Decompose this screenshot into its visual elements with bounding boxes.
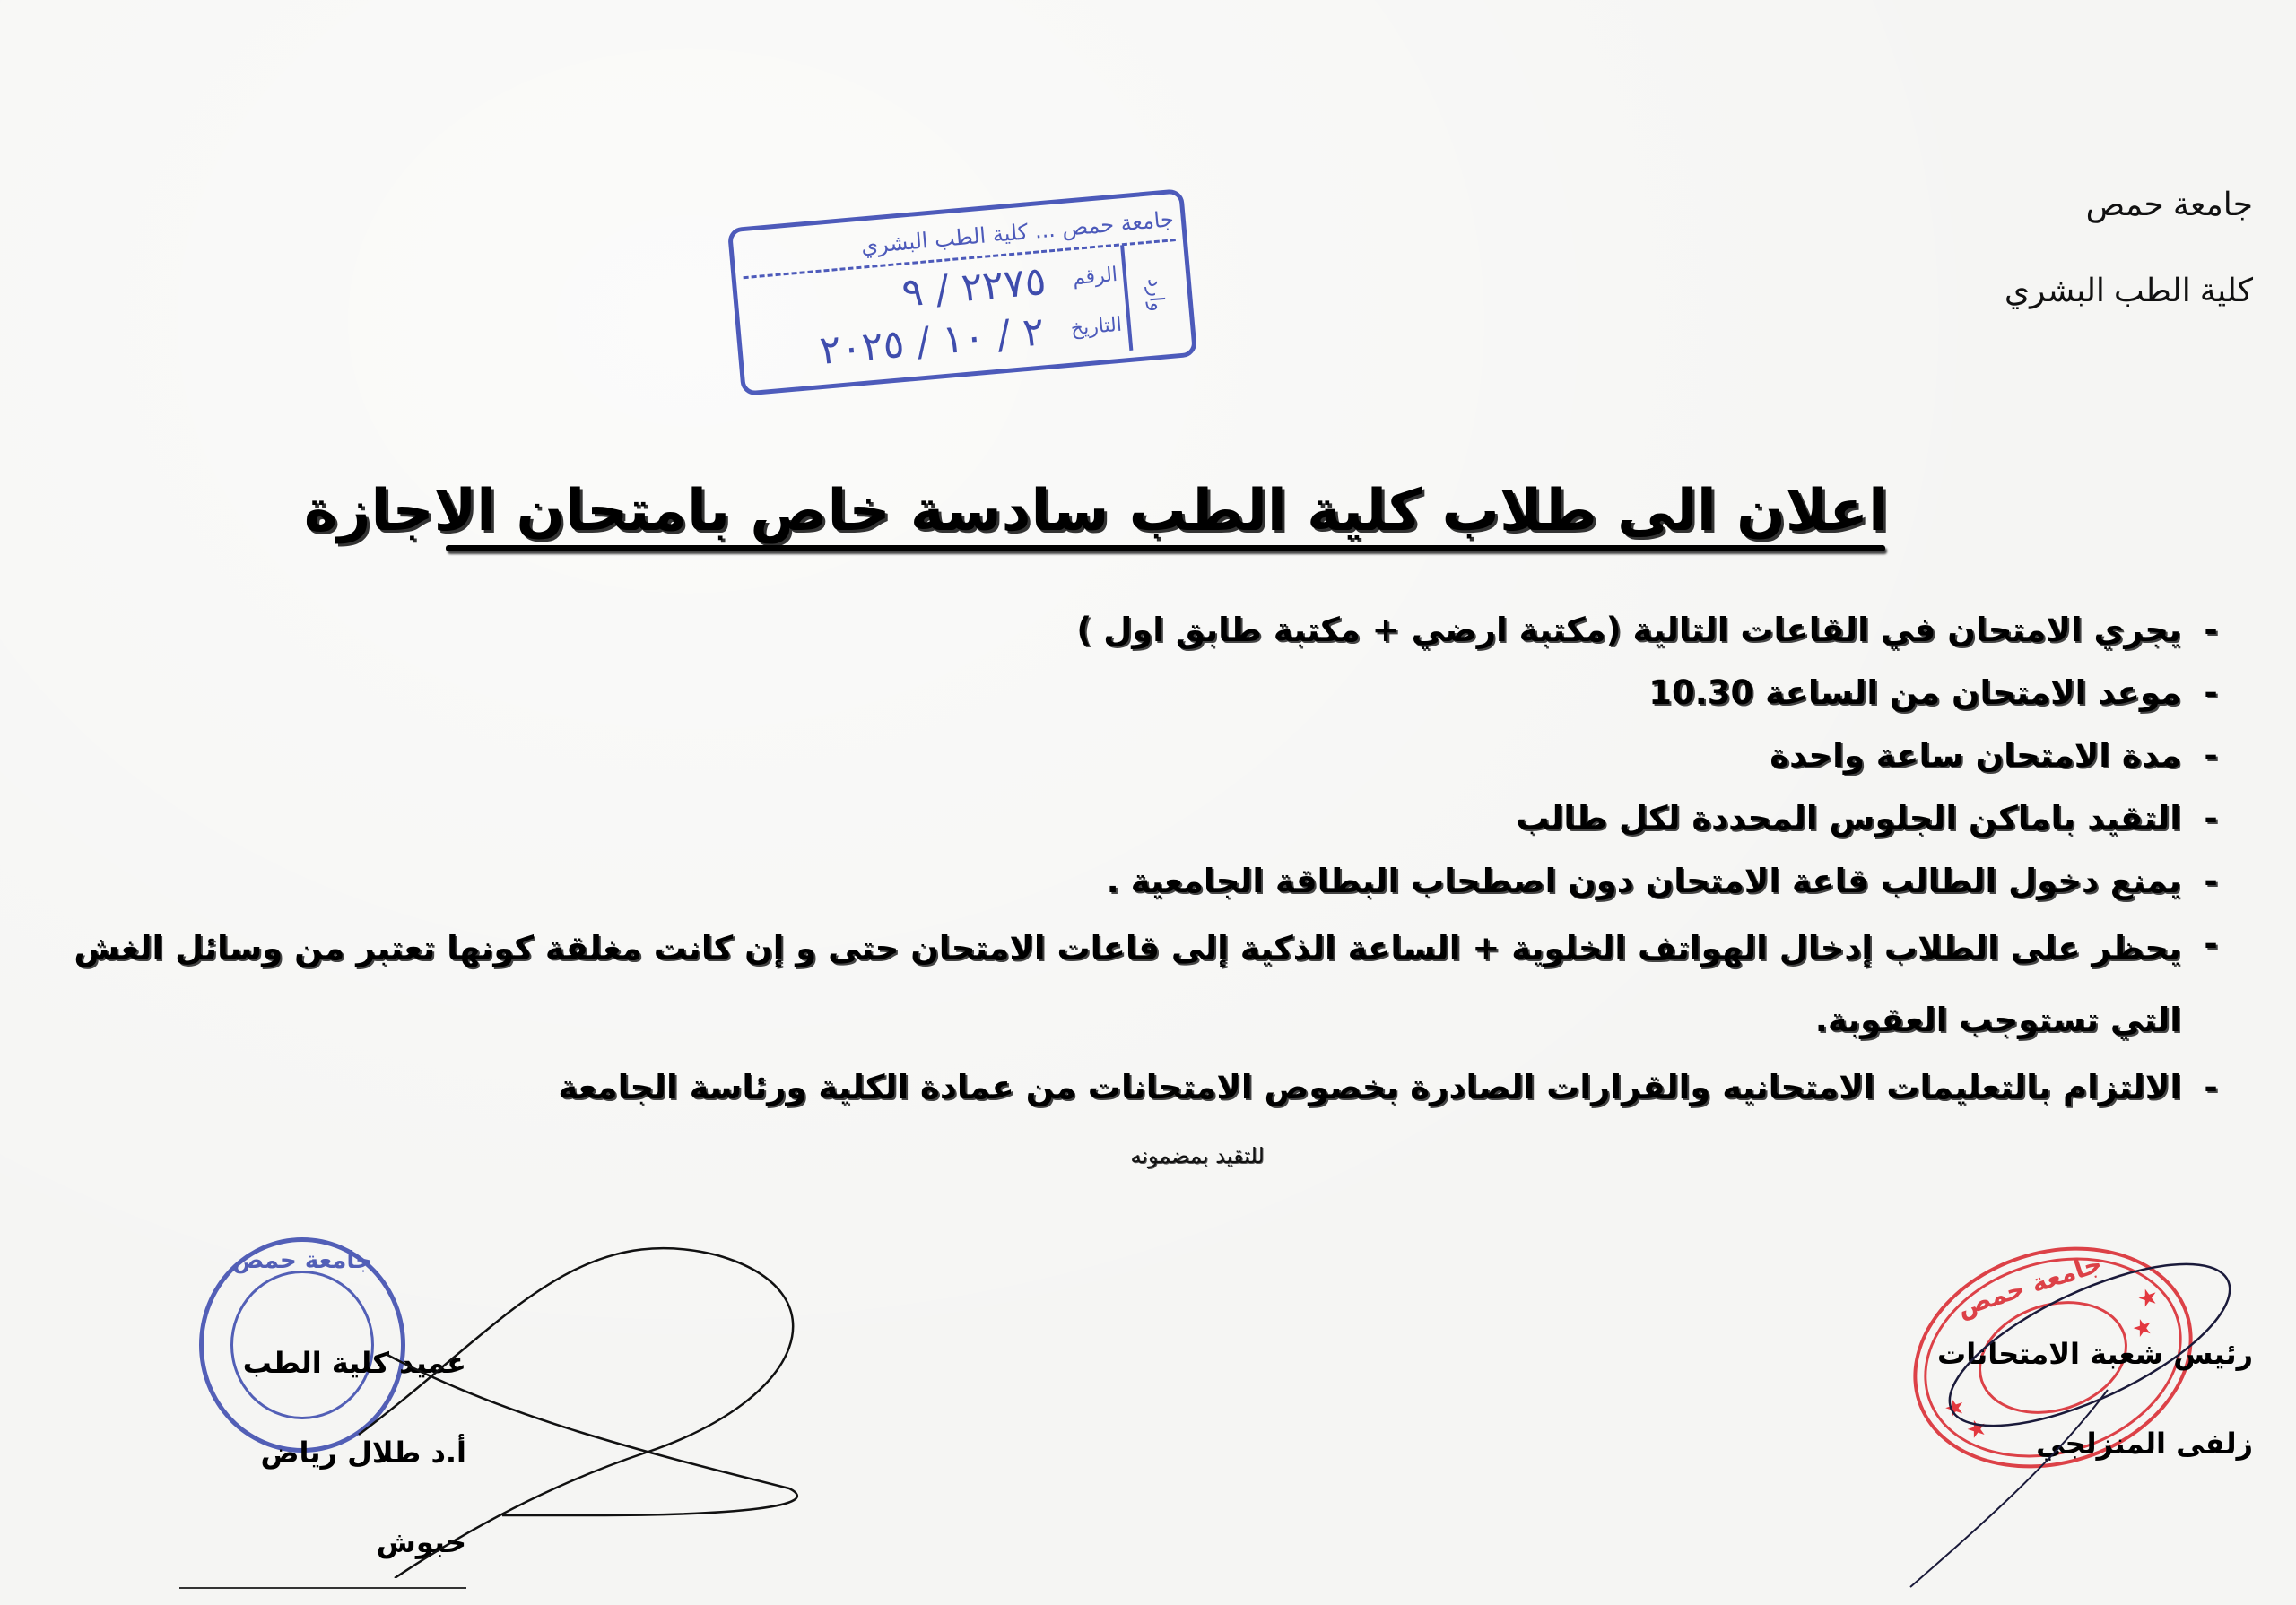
stamp-heading: جامعة حمص ... كلية الطب البشري <box>740 199 1176 279</box>
stamp-date-value: ٢ / ١٠ / ٢٠٢٥ <box>817 308 1047 374</box>
letterhead <box>2005 161 2253 334</box>
list-item-text: الالتزام بالتعليمات الامتحانيه والقرارات الصادرة بخصوص الامتحانات من عمادة الكلية ورئاسة الجامعة <box>558 1068 2181 1106</box>
bullet-dash: - <box>2204 673 2218 712</box>
faculty-name: كلية الطب البشري <box>2004 272 2253 308</box>
list-item-text: يمنع دخول الطالب قاعة الامتحان دون اصطحاب البطاقة الجامعية . <box>1106 862 2181 900</box>
star-icon: ★ <box>1962 1413 1991 1445</box>
registration-stamp <box>727 188 1197 396</box>
dean-signature-block <box>179 1318 466 1589</box>
list-item-text: مدة الامتحان ساعة واحدة <box>1770 736 2181 775</box>
list-item-text: موعد الامتحان من الساعة 10.30 <box>1648 673 2181 712</box>
exams-head-title: رئيس شعبة الامتحانات <box>1937 1337 2253 1371</box>
bullet-dash: - <box>2204 1068 2218 1106</box>
star-icon: ★ <box>2128 1312 2157 1345</box>
exams-head-name: زلفى المنزلجي <box>2036 1427 2253 1461</box>
list-item <box>54 1056 2224 1119</box>
title-underline <box>446 545 1885 551</box>
announcement-title: اعلان الى طلاب كلية الطب سادسة خاص بامتحان الاجازة <box>303 478 1888 544</box>
list-item <box>54 913 2224 1056</box>
exams-head-signature-block <box>1876 1309 2253 1488</box>
closing-line: للتقيد بمضمونه <box>1130 1143 1265 1168</box>
bullet-dash: - <box>2204 611 2218 649</box>
bullet-dash: - <box>2204 924 2218 963</box>
star-icon: ★ <box>1941 1392 1970 1425</box>
list-item <box>54 787 2224 850</box>
list-item-text: التقيد باماكن الجلوس المحددة لكل طالب <box>1516 799 2181 837</box>
list-item <box>54 724 2224 787</box>
stamp-side-label: وارد <box>1120 240 1187 351</box>
stamp-number-label: الرقم <box>1071 263 1118 290</box>
dean-title: عميد كلية الطب <box>242 1346 466 1380</box>
dean-seal-text: جامعة حمص <box>232 1247 372 1274</box>
dean-name: أ.د طلال رياض حبوش <box>179 1408 466 1589</box>
exams-seal-text: جامعة حمص <box>1953 1248 2106 1323</box>
bullet-dash: - <box>2204 799 2218 837</box>
university-name: جامعة حمص <box>2085 186 2253 222</box>
list-item <box>54 662 2224 724</box>
stamp-number-value: ٢٢٧٥ / ٩ <box>900 257 1048 317</box>
stamp-date-label: التاريخ <box>1069 313 1123 341</box>
list-item <box>54 850 2224 913</box>
list-item-text: يحظر على الطلاب إدخال الهواتف الخلوية + الساعة الذكية إلى قاعات الامتحان حتى و إن كانت مغلقة كونها تعتبر من وسائل الغش التي تستوجب العقوبة. <box>74 929 2181 1039</box>
bullet-dash: - <box>2204 736 2218 775</box>
instructions-list <box>54 599 2224 1119</box>
list-item <box>54 599 2224 662</box>
bullet-dash: - <box>2204 862 2218 900</box>
list-item-text: يجري الامتحان في القاعات التالية (مكتبة ارضي + مكتبة طابق اول ) <box>1076 611 2181 649</box>
star-icon: ★ <box>2134 1282 2162 1314</box>
